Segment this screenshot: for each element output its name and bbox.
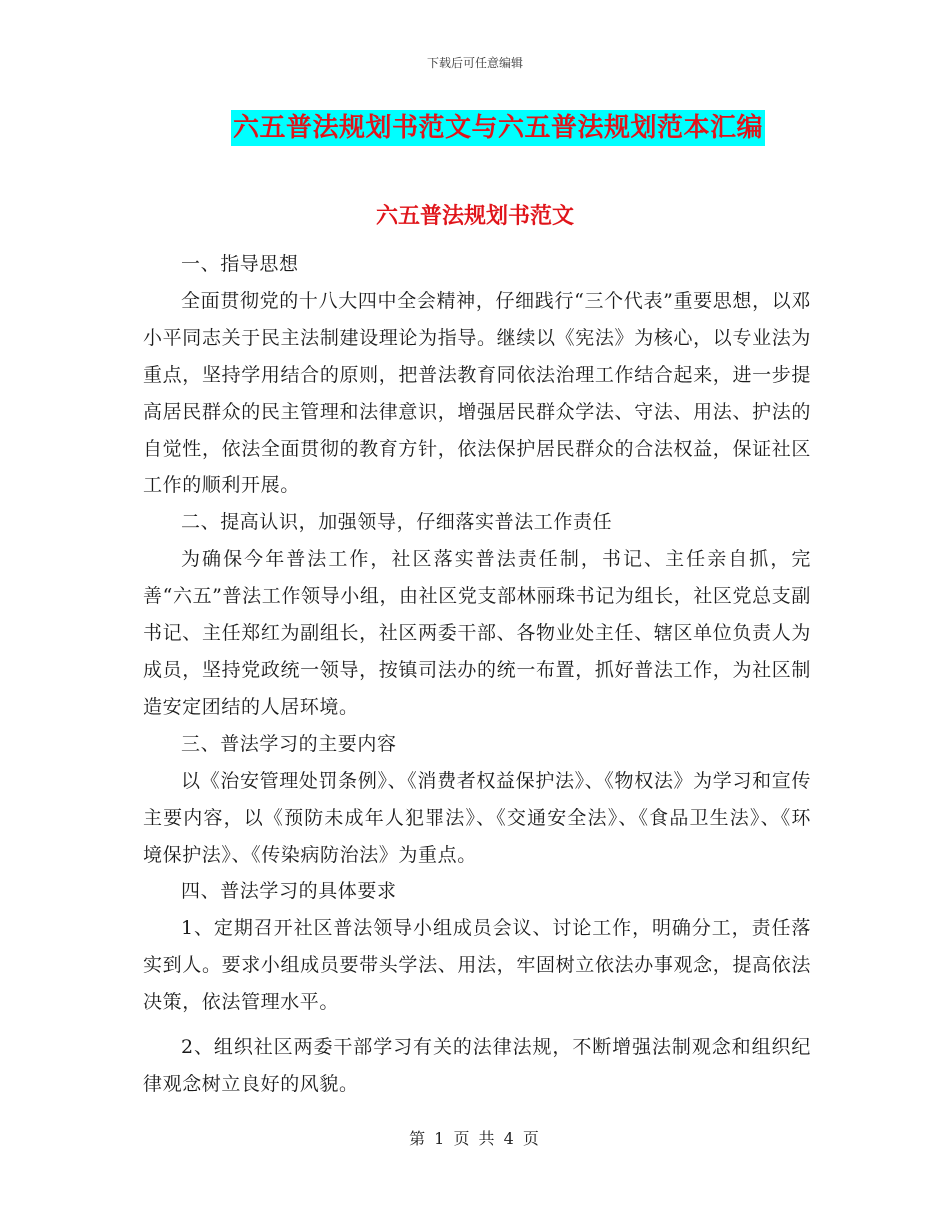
header-note: 下载后可任意编辑 [426, 56, 523, 70]
paragraph-raise-awareness: 为确保今年普法工作，社区落实普法责任制，书记、主任亲自抓，完善“六五”普法工作领导小组，由社区党支部林丽珠书记为组长，社区党总支副书记、主任郑红为副组长，社区两委干部、各物业处主任、辖区单位负责人为成员，坚持党政统一领导，按镇司法办的统一布置，抓好普法工作，为社区制造安定团结的人居环境。 [143, 548, 811, 718]
paragraph-guiding-ideology: 全面贯彻党的十八大四中全会精神，仔细践行“三个代表”重要思想，以邓小平同志关于民主法制建设理论为指导。继续以《宪法》为核心，以专业法为重点，坚持学用结合的原则，把普法教育同依法治理工作结合起来，进一步提高居民群众的民主管理和法律意识，增强居民群众学法、守法、用法、护法的自觉性，依法全面贯彻的教育方针，依法保护居民群众的合法权益，保证社区工作的顺利开展。 [143, 289, 811, 497]
heading-guiding-ideology: 一、指导思想 [181, 253, 299, 275]
paragraph-requirement-1: 1、定期召开社区普法领导小组成员会议、讨论工作，明确分工，责任落实到人。要求小组成员要带头学法、用法，牢固树立依法办事观念，提高依法决策，依法管理水平。 [143, 917, 811, 1014]
heading-raise-awareness: 二、提高认识，加强领导，仔细落实普法工作责任 [181, 511, 613, 534]
heading-main-content: 三、普法学习的主要内容 [181, 732, 397, 755]
page-footer: 第 1 页 共 4 页 [409, 1129, 541, 1148]
paragraph-requirement-2: 2、组织社区两委干部学习有关的法律法规，不断增强法制观念和组织纪律观念树立良好的风貌。 [143, 1036, 811, 1095]
document-title: 六五普法规划书范文与六五普法规划范本汇编 [231, 110, 765, 146]
paragraph-main-content: 以《治安管理处罚条例》、《消费者权益保护法》、《物权法》为学习和宣传主要内容，以《预防未成年人犯罪法》、《交通安全法》、《食品卫生法》、《环境保护法》、《传染病防治法》为重点。 [143, 769, 811, 866]
heading-specific-requirements: 四、普法学习的具体要求 [181, 880, 397, 903]
document-body [143, 246, 811, 1103]
section-title: 六五普法规划书范文 [375, 203, 574, 229]
title-wrapper [0, 110, 950, 146]
